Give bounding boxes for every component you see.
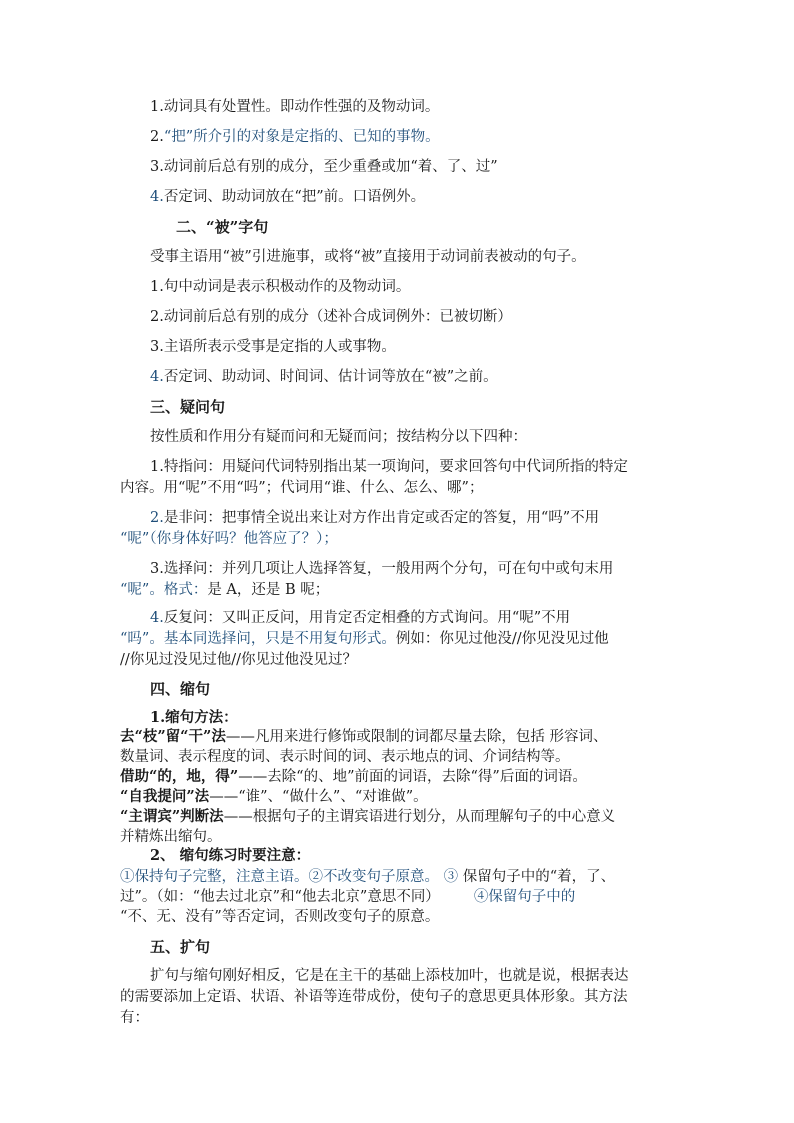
bei-point-4 bbox=[150, 366, 498, 388]
bei-point-4-num: 4. bbox=[150, 369, 164, 385]
shrink-method-4-label: “主谓宾”判断法 bbox=[120, 808, 224, 825]
shrink-note-1-black: 保留句子中的“着，了、 bbox=[458, 869, 616, 885]
ba-point-4-num: 4. bbox=[150, 189, 164, 205]
section-title-question: 三、疑问句 bbox=[150, 398, 226, 416]
expand-line-1: 扩句与缩句刚好相反，它是在主干的基础上添枝加叶，也就是说，根据表达 bbox=[150, 968, 629, 984]
bei-point-3: 3.主语所表示受事是定指的人或事物。 bbox=[150, 339, 396, 355]
question-item-2-text: 是非问：把事情全说出来让对方作出肯定或否定的答复，用“吗”不用 bbox=[163, 510, 600, 526]
shrink-method-2-text: ——去除“的、地”前面的词语，去除“得”后面的词语。 bbox=[238, 769, 587, 785]
shrink-note-1-blue: ①保持句子完整，注意主语。②不改变句子原意。 ③ bbox=[120, 869, 459, 885]
shrink-note-line-1 bbox=[120, 866, 615, 888]
section-title-bei: 二、“被”字句 bbox=[176, 218, 269, 236]
question-item-1-line-2: 内容。用“呢”不用“吗”；代词用“谁、什么、怎么、哪”； bbox=[120, 480, 484, 496]
question-item-1-line-1: 1.特指问：用疑问代词特别指出某一项询问，要求回答句中代词所指的特定 bbox=[150, 459, 628, 475]
expand-line-3: 有： bbox=[120, 1010, 149, 1026]
bei-point-2: 2.动词前后总有别的成分（述补合成词例外：已被切断） bbox=[150, 309, 512, 325]
question-intro: 按性质和作用分有疑而问和无疑而问；按结构分以下四种： bbox=[150, 429, 527, 445]
question-item-4-line-2 bbox=[120, 628, 609, 650]
section-title-shrink: 四、缩句 bbox=[150, 680, 211, 698]
question-item-2-line-2: “呢”（你身体好吗？他答应了？）； bbox=[120, 531, 338, 547]
ba-point-4-text: 否定词、助动词放在“把”前。口语例外。 bbox=[163, 189, 426, 205]
shrink-note-2-black: 过”。（如：“他去过北京”和“他去北京”意思不同） bbox=[120, 889, 440, 905]
section-title-expand: 五、扩句 bbox=[150, 938, 211, 956]
shrink-method-3 bbox=[120, 786, 428, 808]
shrink-method-1-line-1 bbox=[120, 726, 607, 748]
bei-intro: 受事主语用“被”引进施事，或将“被”直接用于动词前表被动的句子。 bbox=[150, 249, 586, 265]
question-item-4-line-1 bbox=[150, 607, 570, 629]
expand-line-2: 的需要添加上定语、状语、补语等连带成份，使句子的意思更具体形象。其方法 bbox=[120, 989, 628, 1005]
question-item-3-line-1: 3.选择问：并列几项让人选择答复，一般用两个分句，可在句中或句末用 bbox=[150, 561, 614, 577]
question-item-2-line-1 bbox=[150, 507, 599, 529]
shrink-method-3-label: “自我提问”法 bbox=[120, 788, 210, 805]
shrink-note-title: 2、 缩句练习时要注意： bbox=[150, 847, 311, 864]
ba-point-2-num: 2. bbox=[150, 129, 164, 145]
ba-point-3: 3.动词前后总有别的成分，至少重叠或加“着、了、过” bbox=[150, 159, 498, 175]
ba-point-2 bbox=[150, 126, 440, 148]
ba-point-1: 1.动词具有处置性。即动作性强的及物动词。 bbox=[150, 99, 440, 115]
shrink-method-2-label: 借助“的，地，得” bbox=[120, 768, 239, 785]
question-item-4-note: “吗”。基本同选择问，只是不用复句形式。 bbox=[120, 631, 396, 647]
shrink-note-line-3: “不、无、没有”等否定词，否则改变句子的原意。 bbox=[120, 909, 440, 925]
shrink-method-title: 1.缩句方法： bbox=[150, 709, 238, 726]
shrink-method-1-line-2: 数量词、表示程度的词、表示时间的词、表示地点的词、介词结构等。 bbox=[120, 749, 570, 765]
question-item-3-line-2 bbox=[120, 579, 329, 601]
question-item-4-text: 反复问：又叫正反问，用肯定否定相叠的方式询问。用“呢”不用 bbox=[163, 610, 571, 626]
question-item-4-example: 例如：你见过他没//你见没见过他 bbox=[395, 631, 609, 647]
shrink-note-2-blue: ④保留句子中的 bbox=[473, 889, 576, 905]
shrink-method-3-text: ——“谁”、“做什么”、“对谁做”。 bbox=[209, 789, 428, 805]
shrink-method-1-text: ——凡用来进行修饰或限制的词都尽量去除，包括 形容词、 bbox=[225, 729, 608, 745]
question-item-2-num: 2. bbox=[150, 510, 164, 526]
question-item-4-num: 4. bbox=[150, 610, 164, 626]
shrink-method-2 bbox=[120, 766, 587, 788]
question-item-3-format: 是 A，还是 B 呢； bbox=[207, 582, 330, 598]
bei-point-4-text: 否定词、助动词、时间词、估计词等放在“被”之前。 bbox=[163, 369, 498, 385]
shrink-method-4-line-2: 并精炼出缩句。 bbox=[120, 829, 222, 845]
ba-point-2-text: “把”所介引的对象是定指的、已知的事物。 bbox=[163, 129, 440, 145]
bei-point-1: 1.句中动词是表示积极动作的及物动词。 bbox=[150, 279, 411, 295]
shrink-note-line-2 bbox=[120, 886, 575, 908]
shrink-method-1-label: 去“枝”留“干”法 bbox=[120, 728, 226, 745]
question-item-3-format-label: “呢”。格式： bbox=[120, 582, 208, 598]
question-item-4-line-3: //你见过没见过他//你见过他没见过？ bbox=[120, 652, 358, 668]
ba-point-4 bbox=[150, 186, 425, 208]
shrink-method-4-line-1 bbox=[120, 806, 615, 828]
shrink-method-4-text: ——根据句子的主谓宾语进行划分，从而理解句子的中心意义 bbox=[223, 809, 616, 825]
